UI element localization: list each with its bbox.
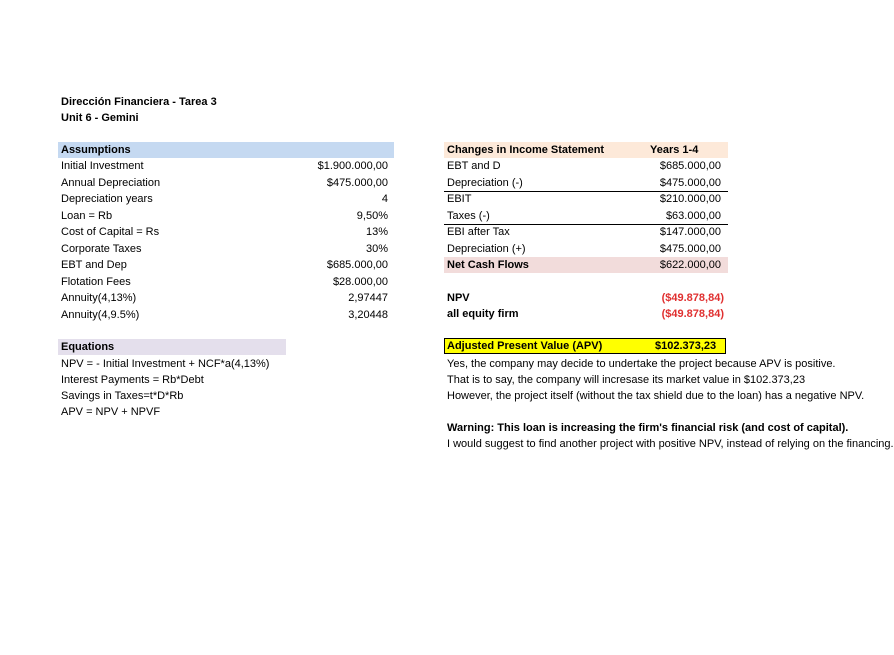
income-row-label: Depreciation (+) bbox=[447, 242, 526, 255]
assumption-value: 3,20448 bbox=[348, 308, 388, 321]
assumption-value: 4 bbox=[381, 193, 388, 205]
income-row-label: EBIT bbox=[447, 193, 472, 205]
income-row-label: Taxes (-) bbox=[447, 209, 490, 222]
equation-interest: Interest Payments = Rb*Debt bbox=[61, 374, 204, 386]
all-equity-value: ($49.878,84) bbox=[661, 308, 724, 320]
assumption-value: $685.000,00 bbox=[326, 259, 388, 271]
warning-text: Warning: This loan is increasing the firm's financial risk (and cost of capital). bbox=[447, 422, 849, 434]
assumption-label: Depreciation years bbox=[61, 193, 153, 205]
income-row-value: $210.000,00 bbox=[659, 193, 721, 205]
equation-tax-savings: Savings in Taxes=t*D*Rb bbox=[61, 390, 184, 402]
commentary-line-3: However, the project itself (without the tax shield due to the loan) has a negative NPV. bbox=[447, 390, 865, 402]
assumption-value: 30% bbox=[365, 242, 388, 255]
income-heading: Changes in Income Statement bbox=[447, 144, 605, 156]
suggestion-text: I would suggest to find another project with positive NPV, instead of relying on the financing. bbox=[447, 438, 894, 450]
assumption-value: $1.900.000,00 bbox=[317, 160, 388, 172]
income-row-label: EBI after Tax bbox=[447, 226, 510, 238]
assumption-label: Annuity(4,9.5%) bbox=[61, 308, 140, 321]
assumption-label: Corporate Taxes bbox=[61, 242, 142, 255]
equation-apv: APV = NPV + NPVF bbox=[61, 406, 161, 418]
npv-value: ($49.878,84) bbox=[661, 292, 724, 304]
assumption-label: EBT and Dep bbox=[61, 259, 127, 271]
apv-label: Adjusted Present Value (APV) bbox=[447, 340, 603, 352]
assumption-value: $475.000,00 bbox=[326, 176, 388, 189]
equations-heading: Equations bbox=[58, 339, 286, 355]
income-row-value: $685.000,00 bbox=[659, 160, 721, 172]
assumption-label: Annual Depreciation bbox=[61, 176, 161, 189]
income-period-heading: Years 1-4 bbox=[650, 144, 699, 156]
npv-label: NPV bbox=[447, 292, 470, 304]
income-row-label: EBT and D bbox=[447, 160, 501, 172]
income-row-value: $475.000,00 bbox=[659, 176, 721, 189]
assumption-value: 13% bbox=[365, 226, 388, 238]
commentary-line-2: That is to say, the company will incresase its market value in $102.373,23 bbox=[447, 374, 806, 386]
assumption-label: Flotation Fees bbox=[61, 275, 131, 288]
commentary-line-1: Yes, the company may decide to undertake the project because APV is positive. bbox=[447, 358, 836, 370]
assumption-value: 9,50% bbox=[356, 209, 388, 222]
income-row-label: Net Cash Flows bbox=[447, 259, 529, 271]
apv-value: $102.373,23 bbox=[655, 340, 717, 352]
assumption-label: Loan = Rb bbox=[61, 209, 113, 222]
assumption-label: Annuity(4,13%) bbox=[61, 292, 137, 304]
income-row-label: Depreciation (-) bbox=[447, 176, 523, 189]
document-subtitle: Unit 6 - Gemini bbox=[61, 112, 139, 124]
assumption-label: Initial Investment bbox=[61, 160, 144, 172]
income-row-value: $475.000,00 bbox=[659, 242, 721, 255]
income-row-value: $147.000,00 bbox=[659, 226, 721, 238]
assumption-value: $28.000,00 bbox=[332, 275, 388, 288]
all-equity-label: all equity firm bbox=[447, 308, 519, 320]
equation-npv: NPV = - Initial Investment + NCF*a(4,13%) bbox=[61, 358, 270, 370]
document-title: Dirección Financiera - Tarea 3 bbox=[61, 96, 217, 108]
assumptions-heading: Assumptions bbox=[58, 142, 394, 158]
assumption-value: 2,97447 bbox=[348, 292, 388, 304]
income-row-value: $622.000,00 bbox=[659, 259, 721, 271]
assumption-label: Cost of Capital = Rs bbox=[61, 226, 160, 238]
income-row-value: $63.000,00 bbox=[665, 209, 721, 222]
